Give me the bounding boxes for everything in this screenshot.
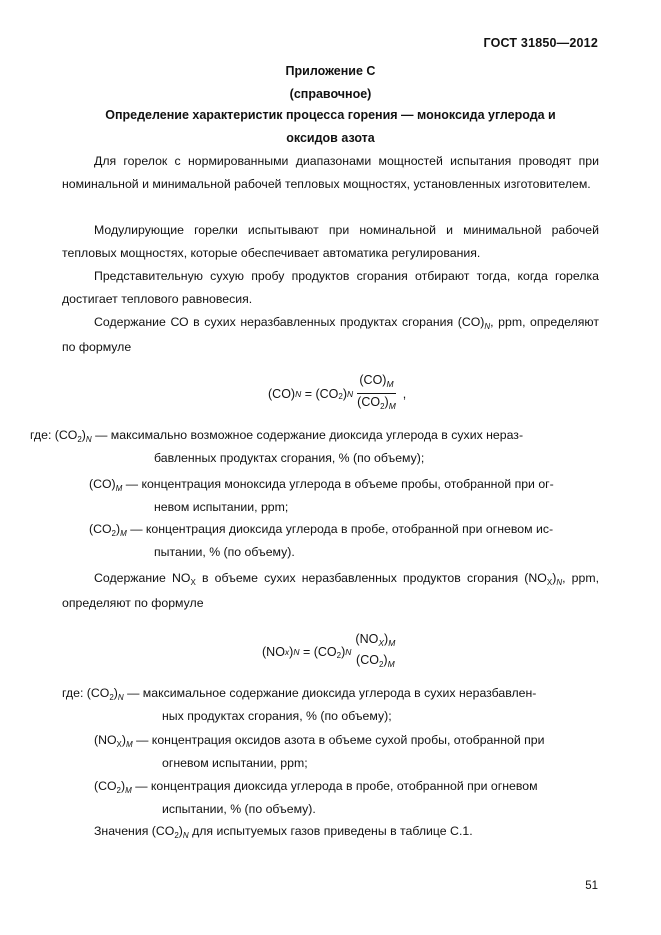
definition-co2-max-cont: бавленных продуктах сгорания, % (по объему); <box>154 451 425 465</box>
paragraph-burners: Для горелок с нормированными диапазонами мощностей испытания проводят при номинальной и минимальной рабочей тепловых мощностях, установленных изготовителем. <box>62 154 599 191</box>
definition-co2-max: где: $(CO_2)_N$ — максимально возможное содержание диоксида углерода в сухих нераз- <box>30 428 524 444</box>
page-number: 51 <box>585 880 598 892</box>
paragraph-table-reference: Значения $(CO_2)_N$ для испытуемых газов приведены в таблице С.1. <box>94 824 473 840</box>
definition2-co2-max-cont: ных продуктах сгорания, % (по объему); <box>162 709 392 723</box>
formula-nox: (NO x ) N = (CO 2 ) N $(NO_X)_M$ $(CO_2)_M$ <box>262 632 399 672</box>
paragraph-nox-content: Содержание $NO_X$ в объеме сухих неразбавленных продуктов сгорания $(NO_X)_N$, ppm, определяют по формуле <box>62 571 600 610</box>
paragraph-modulating: Модулирующие горелки испытывают при номинальной и минимальной рабочей тепловых мощностях, которые обеспечивает автоматика регулирования. <box>62 223 599 260</box>
formula-nox-fraction: $(NO_X)_M$ $(CO_2)_M$ <box>355 632 396 669</box>
formula-co-fraction: $\frac{(CO)_M}{(CO_2)_M}$ <box>357 373 396 411</box>
paragraph-co-content: Содержание СО в сухих неразбавленных продуктах сгорания $(CO)_N$, ppm, определяют по формуле <box>62 315 599 354</box>
definition2-co2-measured-cont: испытании, % (по объему). <box>162 802 316 816</box>
definition-co2-measured: $(CO_2)_M$ — концентрация диоксида углерода в пробе, отобранной при огневом ис- <box>89 522 554 538</box>
definition2-co2-max: где: $(CO_2)_N$ — максимальное содержание диоксида углерода в сухих неразбавлен- <box>62 686 537 702</box>
definition-co-measured: $(CO)_M$ — концентрация моноксида углерода в объеме пробы, отобранной при ог- <box>89 477 554 493</box>
appendix-title: Приложение С <box>285 64 376 78</box>
definition-co2-measured-cont: пытании, % (по объему). <box>154 545 295 559</box>
definition2-nox-measured-cont: огневом испытании, ppm; <box>162 756 308 770</box>
definition-co-measured-cont: невом испытании, ppm; <box>154 500 289 514</box>
definition2-nox-measured: $(NO_X)_M$ — концентрация оксидов азота в объеме сухой пробы, отобранной при <box>94 733 545 749</box>
appendix-heading-line1: Определение характеристик процесса горения — моноксида углерода и <box>105 108 556 122</box>
appendix-subtitle: (справочное) <box>289 87 372 101</box>
appendix-heading-line2: оксидов азота <box>286 131 375 145</box>
paragraph-sampling: Представительную сухую пробу продуктов сгорания отбирают тогда, когда горелка достигает теплового равновесия. <box>62 269 599 306</box>
document-header: ГОСТ 31850—2012 <box>483 36 598 50</box>
definition2-co2-measured: $(CO_2)_M$ — концентрация диоксида углерода в пробе, отобранной при огневом <box>94 779 538 795</box>
formula-co: (CO) N = (CO 2 ) N $\frac{(CO)_M}{(CO_2)_M}$ , <box>268 373 406 414</box>
